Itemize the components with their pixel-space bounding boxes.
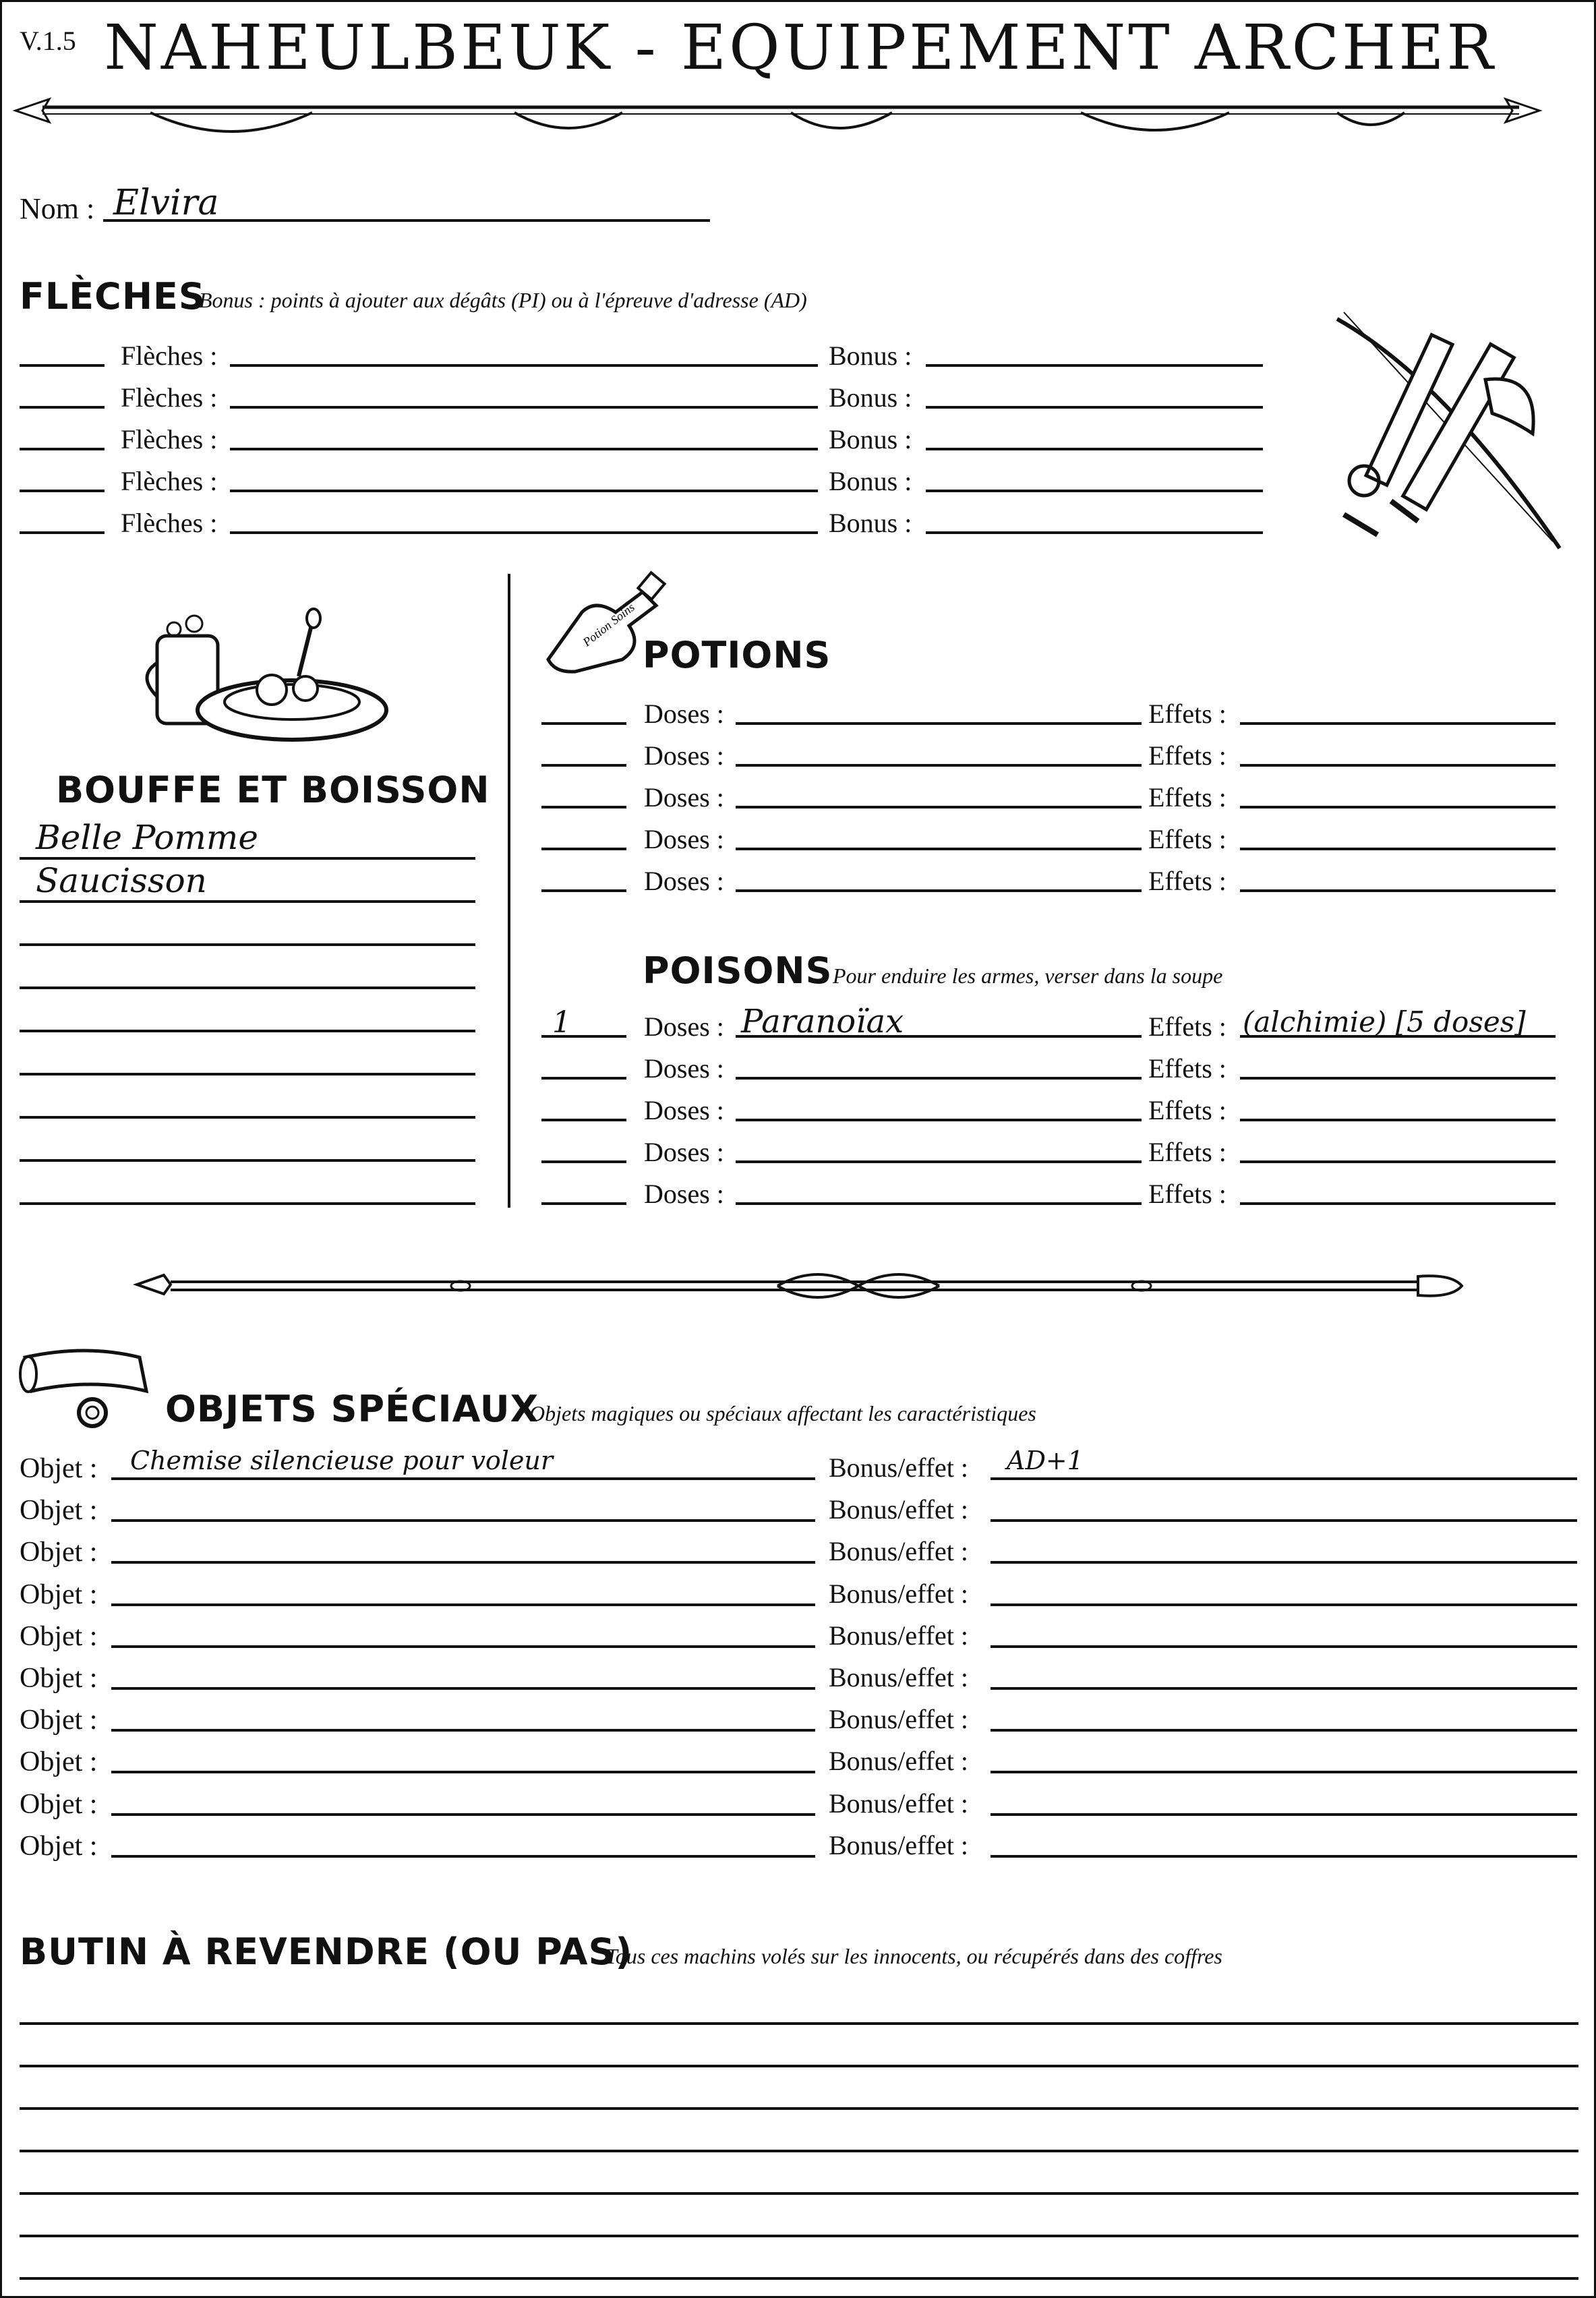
objet-line[interactable] [111, 1561, 815, 1564]
poisons-qty-value[interactable]: 1 [552, 1005, 571, 1040]
objet-bonus-line[interactable] [991, 1771, 1577, 1773]
bouffe-line[interactable] [20, 1159, 475, 1162]
fleches-bonus-label: Bonus : [829, 508, 912, 538]
potions-doses-label: Doses : [644, 782, 724, 813]
fleches-bonus-label: Bonus : [829, 382, 912, 413]
objet-bonus-label: Bonus/effet : [829, 1494, 969, 1525]
objet-bonus-line[interactable] [991, 1603, 1577, 1606]
fleches-bonus-line[interactable] [926, 448, 1263, 450]
fleches-bonus-line[interactable] [926, 406, 1263, 409]
fleches-qty-line[interactable] [20, 364, 105, 367]
objet-line[interactable] [111, 1729, 815, 1732]
fleches-bonus-line[interactable] [926, 531, 1263, 534]
fleches-bonus-line[interactable] [926, 490, 1263, 492]
objet-bonus-label: Bonus/effet : [829, 1620, 969, 1651]
poisons-subtitle: Pour enduire les armes, verser dans la soupe [833, 964, 1223, 988]
bouffe-line[interactable] [20, 1073, 475, 1076]
poisons-qty-line[interactable] [541, 1160, 626, 1163]
poisons-effets-label: Effets : [1148, 1095, 1226, 1125]
potion-flask-label: Potion Soins [580, 600, 637, 649]
potions-effets-line[interactable] [1240, 806, 1556, 808]
poisons-effets-line[interactable] [1240, 1202, 1556, 1205]
fleches-label: Flèches : [121, 382, 218, 413]
bouffe-line[interactable] [20, 900, 475, 903]
potions-doses-line[interactable] [736, 889, 1142, 892]
poisons-effets-line[interactable] [1240, 1119, 1556, 1121]
potions-effets-label: Effets : [1148, 699, 1226, 729]
objet-label: Objet : [20, 1746, 98, 1777]
potions-doses-line[interactable] [736, 848, 1142, 850]
butin-subtitle: Tous ces machins volés sur les innocents, ou récupérés dans des coffres [605, 1944, 1222, 1968]
objet-bonus-line[interactable] [991, 1813, 1577, 1816]
name-line [103, 219, 710, 222]
poisons-doses-line[interactable] [736, 1160, 1142, 1163]
poisons-doses-label: Doses : [644, 1053, 724, 1084]
potions-effets-label: Effets : [1148, 866, 1226, 896]
poisons-doses-label: Doses : [644, 1011, 724, 1042]
objet-bonus-label: Bonus/effet : [829, 1704, 969, 1734]
butin-line[interactable] [20, 2150, 1578, 2152]
objet-bonus-line[interactable] [991, 1687, 1577, 1690]
butin-line[interactable] [20, 2235, 1578, 2237]
potions-doses-label: Doses : [644, 699, 724, 729]
objet-bonus-label: Bonus/effet : [829, 1662, 969, 1692]
poisons-effets-line[interactable] [1240, 1077, 1556, 1080]
column-divider [508, 574, 510, 1208]
fleches-name-line[interactable] [230, 406, 818, 409]
objet-bonus-label: Bonus/effet : [829, 1746, 969, 1776]
scroll-and-ring-icon [18, 1344, 160, 1432]
potions-qty-line[interactable] [541, 889, 626, 892]
fleches-name-line[interactable] [230, 531, 818, 534]
objet-bonus-line[interactable] [991, 1477, 1577, 1480]
objet-line[interactable] [111, 1645, 815, 1648]
page-title: NAHEULBEUK - EQUIPEMENT ARCHER [104, 11, 1496, 84]
potions-doses-label: Doses : [644, 740, 724, 771]
butin-line[interactable] [20, 2192, 1578, 2195]
objet-label: Objet : [20, 1495, 98, 1526]
name-label: Nom : [20, 192, 95, 225]
poisons-doses-line[interactable] [736, 1202, 1142, 1205]
objet-line[interactable] [111, 1813, 815, 1816]
potions-qty-line[interactable] [541, 848, 626, 850]
objet-label: Objet : [20, 1705, 98, 1736]
potions-doses-line[interactable] [736, 806, 1142, 808]
objets-title: OBJETS SPÉCIAUX [165, 1388, 539, 1430]
fleches-name-line[interactable] [230, 490, 818, 492]
potions-doses-line[interactable] [736, 764, 1142, 767]
fleches-label: Flèches : [121, 424, 218, 454]
potions-effets-line[interactable] [1240, 722, 1556, 725]
poisons-doses-line[interactable] [736, 1119, 1142, 1121]
objet-bonus-label: Bonus/effet : [829, 1830, 969, 1860]
fleches-qty-line[interactable] [20, 448, 105, 450]
potions-effets-line[interactable] [1240, 848, 1556, 850]
potions-effets-line[interactable] [1240, 889, 1556, 892]
bouffe-title: BOUFFE ET BOISSON [56, 769, 490, 811]
objet-bonus-label: Bonus/effet : [829, 1579, 969, 1609]
poisons-effets-label: Effets : [1148, 1053, 1226, 1084]
butin-line[interactable] [20, 2277, 1578, 2280]
objet-bonus-label: Bonus/effet : [829, 1788, 969, 1819]
potions-effets-line[interactable] [1240, 764, 1556, 767]
poisons-effets-label: Effets : [1148, 1011, 1226, 1042]
weapons-illustration-icon [1324, 312, 1566, 555]
fleches-name-line[interactable] [230, 364, 818, 367]
potions-doses-label: Doses : [644, 866, 724, 896]
fleches-qty-line[interactable] [20, 531, 105, 534]
potions-title: POTIONS [643, 634, 831, 676]
objet-label: Objet : [20, 1537, 98, 1568]
objet-label: Objet : [20, 1789, 98, 1820]
fleches-bonus-label: Bonus : [829, 466, 912, 496]
staff-divider-icon [130, 1263, 1465, 1310]
potions-qty-line[interactable] [541, 806, 626, 808]
poisons-effets-label: Effets : [1148, 1179, 1226, 1209]
poisons-doses-label: Doses : [644, 1095, 724, 1125]
butin-line[interactable] [20, 2065, 1578, 2067]
food-and-drink-icon [144, 609, 386, 744]
objet-label: Objet : [20, 1453, 98, 1484]
potions-effets-label: Effets : [1148, 782, 1226, 813]
objet-label: Objet : [20, 1621, 98, 1652]
poisons-doses-value[interactable]: Paranoïax [741, 1003, 904, 1040]
fleches-qty-line[interactable] [20, 406, 105, 409]
fleches-label: Flèches : [121, 341, 218, 371]
objet-line[interactable] [111, 1603, 815, 1606]
fleches-bonus-line[interactable] [926, 364, 1263, 367]
potions-effets-label: Effets : [1148, 824, 1226, 854]
objet-line[interactable] [111, 1771, 815, 1773]
objet-bonus-line[interactable] [991, 1729, 1577, 1732]
objet-bonus-value[interactable]: AD+1 [1007, 1446, 1084, 1475]
objet-bonus-line[interactable] [991, 1645, 1577, 1648]
bouffe-line[interactable] [20, 943, 475, 946]
fleches-qty-line[interactable] [20, 490, 105, 492]
poisons-doses-line[interactable] [736, 1077, 1142, 1080]
poisons-effets-label: Effets : [1148, 1137, 1226, 1167]
poisons-qty-line[interactable] [541, 1119, 626, 1121]
objet-bonus-label: Bonus/effet : [829, 1452, 969, 1483]
name-value[interactable]: Elvira [113, 183, 219, 223]
poisons-qty-line[interactable] [541, 1077, 626, 1080]
bouffe-line[interactable] [20, 986, 475, 989]
fleches-label: Flèches : [121, 508, 218, 538]
potions-effets-label: Effets : [1148, 740, 1226, 771]
objet-label: Objet : [20, 1579, 98, 1610]
objet-bonus-line[interactable] [991, 1519, 1577, 1522]
poisons-effets-line[interactable] [1240, 1160, 1556, 1163]
fleches-name-line[interactable] [230, 448, 818, 450]
potions-qty-line[interactable] [541, 722, 626, 725]
bouffe-item[interactable]: Saucisson [36, 861, 207, 900]
potions-doses-label: Doses : [644, 824, 724, 854]
potions-qty-line[interactable] [541, 764, 626, 767]
objet-label: Objet : [20, 1831, 98, 1862]
bouffe-line[interactable] [20, 1116, 475, 1119]
butin-line[interactable] [20, 2107, 1578, 2110]
objet-line[interactable] [111, 1519, 815, 1522]
butin-line[interactable] [20, 2022, 1578, 2025]
objet-line[interactable] [111, 1477, 815, 1480]
poisons-doses-label: Doses : [644, 1137, 724, 1167]
fleches-bonus-label: Bonus : [829, 424, 912, 454]
bouffe-line[interactable] [20, 857, 475, 860]
version-label: V.1.5 [20, 26, 76, 56]
butin-title: BUTIN À REVENDRE (OU PAS) [20, 1931, 633, 1973]
objet-value[interactable]: Chemise silencieuse pour voleur [130, 1446, 554, 1475]
objet-line[interactable] [111, 1687, 815, 1690]
bouffe-line[interactable] [20, 1030, 475, 1032]
poisons-qty-line[interactable] [541, 1202, 626, 1205]
objet-bonus-line[interactable] [991, 1855, 1577, 1858]
bouffe-item[interactable]: Belle Pomme [36, 818, 258, 857]
potions-doses-line[interactable] [736, 722, 1142, 725]
poisons-title: POISONS [643, 949, 833, 992]
objets-subtitle: Objets magiques ou spéciaux affectant les caractéristiques [529, 1401, 1036, 1425]
objet-line[interactable] [111, 1855, 815, 1858]
objet-bonus-label: Bonus/effet : [829, 1536, 969, 1566]
objet-label: Objet : [20, 1663, 98, 1694]
fleches-title: FLÈCHES [20, 275, 206, 318]
fleches-subtitle: Bonus : points à ajouter aux dégâts (PI) ou à l'épreuve d'adresse (AD) [199, 288, 807, 312]
fleches-bonus-label: Bonus : [829, 341, 912, 371]
fleches-label: Flèches : [121, 466, 218, 496]
bouffe-line[interactable] [20, 1202, 475, 1205]
poisons-effets-value[interactable]: (alchimie) [5 doses] [1243, 1005, 1526, 1038]
objet-bonus-line[interactable] [991, 1561, 1577, 1564]
poisons-doses-label: Doses : [644, 1179, 724, 1209]
spear-divider-icon [16, 90, 1539, 150]
